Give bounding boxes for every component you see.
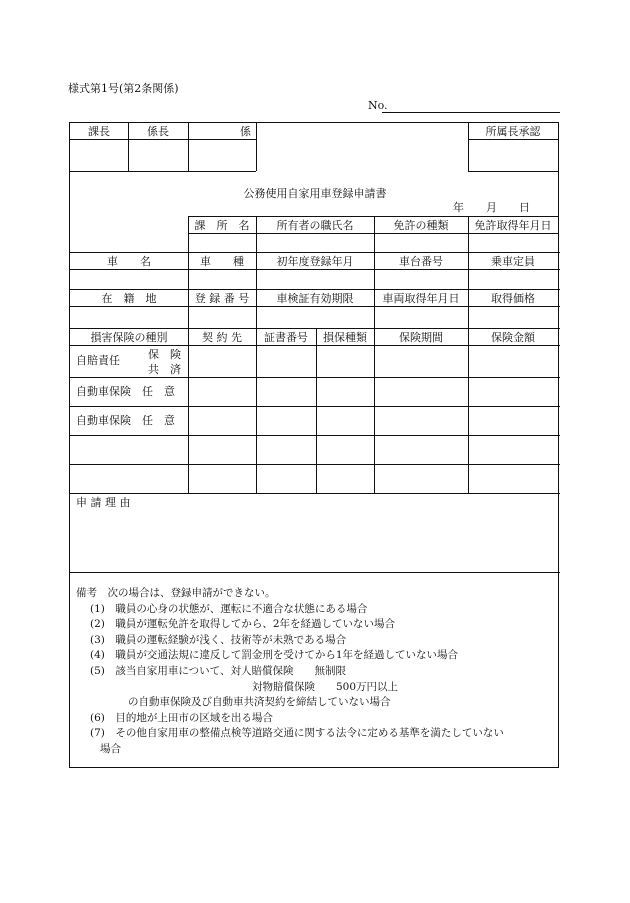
application-form bbox=[69, 122, 559, 768]
jibai-option-insurance: 保 険 bbox=[148, 348, 181, 361]
notes bbox=[76, 586, 504, 758]
note-item: (2) 職員が運転免許を取得してから、2年を経過していない場合 bbox=[90, 618, 396, 631]
insurance-kind-header: 損害保険の種別 bbox=[90, 331, 168, 344]
staff-label: 係 bbox=[240, 125, 251, 138]
chief-label: 課長 bbox=[88, 125, 110, 138]
date-line: 年 月 日 bbox=[453, 201, 530, 214]
grid-line bbox=[188, 216, 558, 217]
stamp-bottom bbox=[70, 171, 256, 172]
grid-line bbox=[70, 493, 560, 494]
reason-label: 申 請 理 由 bbox=[76, 496, 131, 509]
voluntary-insurance-label: 自動車保険 任 意 bbox=[76, 414, 175, 427]
grid-col bbox=[316, 328, 317, 494]
grid-line bbox=[188, 233, 558, 234]
certificate-number-header: 証書番号 bbox=[264, 331, 308, 344]
document-title: 公務使用自家用車登録申請書 bbox=[243, 187, 387, 200]
insurance-amount-header: 保険金額 bbox=[491, 331, 535, 344]
note-item: (1) 職員の心身の状態が、運転に不適合な状態にある場合 bbox=[90, 602, 368, 615]
voluntary-insurance-label: 自動車保険 任 意 bbox=[76, 385, 175, 398]
grid-line bbox=[70, 572, 560, 573]
license-type-header: 免許の種類 bbox=[393, 219, 449, 232]
insurance-type-header: 損保種類 bbox=[323, 331, 367, 344]
grid-line bbox=[70, 345, 560, 346]
contractor-header: 契 約 先 bbox=[202, 331, 242, 344]
stamp-col bbox=[188, 123, 189, 171]
registration-number-header: 登 録 番 号 bbox=[194, 292, 250, 305]
license-date-header: 免許取得年月日 bbox=[474, 219, 552, 232]
note-item: (5) 該当自家用車について、対人賠償保険 無制限 bbox=[90, 664, 346, 677]
note-item: (4) 職員が交通法規に違反して罰金刑を受けてから1年を経過していない場合 bbox=[90, 649, 459, 662]
note-item-continuation: の自動車保険及び自動車共済契約を締結していない場合 bbox=[128, 696, 391, 709]
acquisition-date-header: 車両取得年月日 bbox=[382, 292, 460, 305]
subchief-label: 係長 bbox=[147, 125, 169, 138]
grid-line bbox=[70, 252, 560, 253]
stamp-bottom bbox=[468, 171, 558, 172]
capacity-header: 乗車定員 bbox=[491, 255, 535, 268]
grid-col bbox=[256, 328, 257, 494]
chassis-number-header: 車台番号 bbox=[399, 255, 443, 268]
inspection-expiry-header: 車検証有効期限 bbox=[276, 292, 354, 305]
note-item: (6) 目的地が上田市の区域を出る場合 bbox=[90, 711, 273, 724]
dept-name-header: 課 所 名 bbox=[194, 219, 250, 232]
note-intro: 備考 次の場合は、登録申請ができない。 bbox=[76, 587, 276, 599]
grid-col bbox=[374, 328, 375, 494]
car-type-header: 車 種 bbox=[200, 255, 244, 268]
grid-line bbox=[70, 289, 560, 290]
grid-col bbox=[468, 328, 469, 494]
insurance-period-header: 保険期間 bbox=[399, 331, 443, 344]
price-header: 取得価格 bbox=[491, 292, 535, 305]
note-item: (7) その他自家用車の整備点検等道路交通に関する法令に定める基準を満たしていない bbox=[90, 727, 504, 740]
owner-name-header: 所有者の職氏名 bbox=[276, 219, 354, 232]
note-item: (3) 職員の運転経験が浅く、技術等が未熟である場合 bbox=[90, 633, 347, 646]
form-id: 様式第1号(第2条関係) bbox=[68, 82, 179, 95]
number-line bbox=[382, 112, 560, 113]
stamp-divider bbox=[468, 139, 558, 140]
grid-line bbox=[70, 328, 560, 329]
grid-line bbox=[70, 435, 560, 436]
office-head-label: 所属長承認 bbox=[485, 125, 541, 138]
note-item-continuation: 場合 bbox=[100, 742, 121, 755]
car-name-header: 車 名 bbox=[107, 255, 151, 268]
grid-col bbox=[188, 328, 189, 494]
stamp-divider bbox=[70, 139, 256, 140]
grid-line bbox=[70, 377, 560, 378]
domicile-header: 在 籍 地 bbox=[101, 292, 157, 305]
number-label: No. bbox=[368, 99, 388, 112]
grid-line bbox=[70, 406, 560, 407]
jibai-label: 自賠責任 bbox=[76, 354, 120, 367]
grid-line bbox=[70, 269, 560, 270]
grid-line bbox=[70, 464, 560, 465]
first-registration-header: 初年度登録年月 bbox=[276, 255, 354, 268]
stamp-col bbox=[256, 123, 257, 171]
grid-line bbox=[70, 306, 560, 307]
note-item-continuation: 対物賠償保険 500万円以上 bbox=[252, 680, 399, 693]
jibai-option-mutual: 共 済 bbox=[148, 363, 181, 376]
